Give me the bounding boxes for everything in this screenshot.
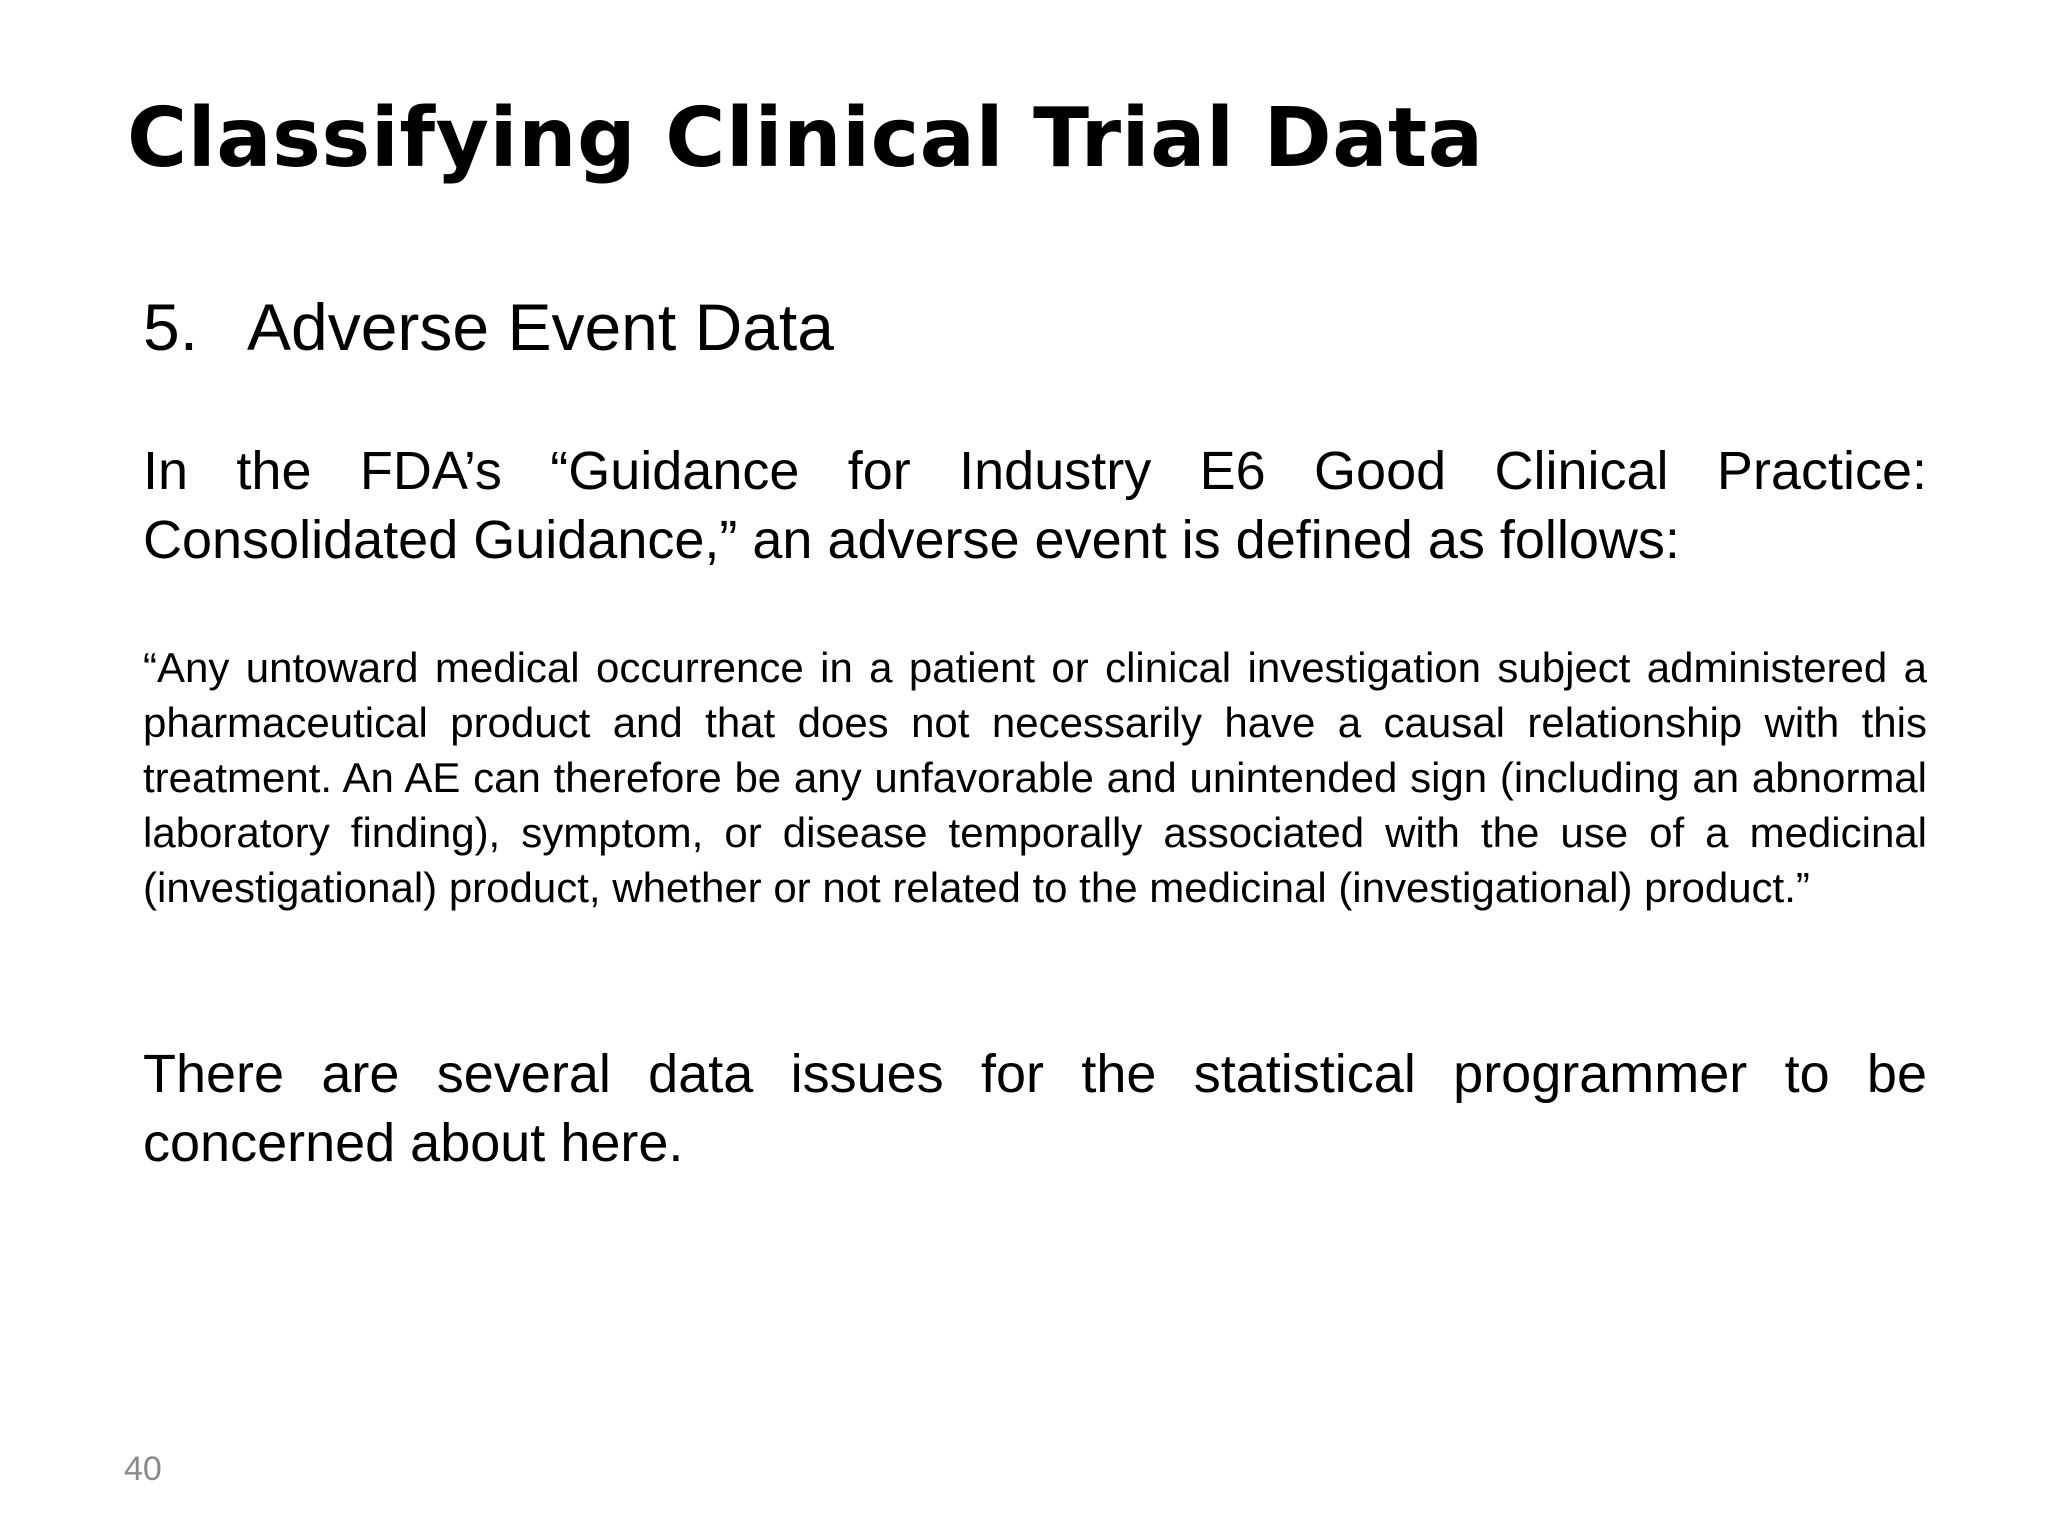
section-number: 5. [143, 290, 199, 364]
section-heading [143, 290, 834, 366]
definition-quote: “Any untoward medical occurrence in a patient or clinical investigation subject administered a pharmaceutical product and that does not necessarily have a causal relationship with this treatment. An AE can therefore be any unfavorable and unintended sign (including an abnormal laboratory finding), symptom, or disease temporally associated with the use of a medicinal (investigational) product, whether or not related to the medicinal (investigational) product.” [143, 644, 1927, 911]
page-number: 40 [124, 1450, 162, 1488]
section-title: Adverse Event Data [247, 290, 834, 364]
slide-title: Classifying Clinical Trial Data [127, 91, 1484, 186]
closing-paragraph: There are several data issues for the statistical programmer to be concerned about here. [143, 1044, 1927, 1173]
intro-paragraph: In the FDA’s “Guidance for Industry E6 Good Clinical Practice: Consolidated Guidance,” an adverse event is defined as follows: [143, 441, 1927, 570]
